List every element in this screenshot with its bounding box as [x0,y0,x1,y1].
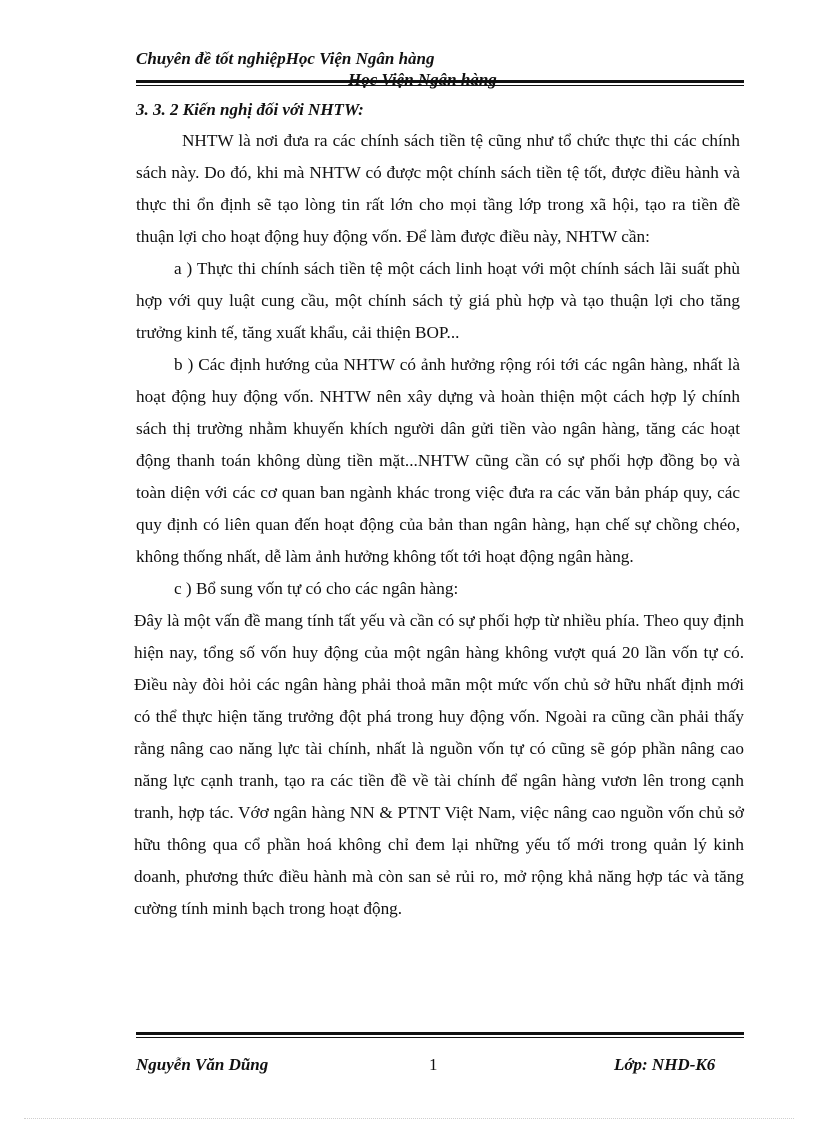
footer-page-number: 1 [429,1055,438,1074]
paragraph-item-b: b ) Các định hướng của NHTW có ảnh hưởng rộng rói tới các ngân hàng, nhất là hoạt động huy động vốn. NHTW nên xây dựng và hoàn thiện một cách hợp lý chính sách thị trường nhằm khuyến khích người dân gửi tiền vào ngân hàng, tăng các hoạt động thanh toán không dùng tiền mặt...NHTW cũng cần có sự phối hợp đồng bọ và toàn diện với các cơ quan ban ngành khác trong việc đưa ra các văn bản pháp quy, các quy định có liên quan đến hoạt động của bản than ngân hàng, hạn chế sự chồng chéo, không thống nhất, dễ làm ảnh hưởng không tốt tới hoạt động ngân hàng. [136,355,740,566]
footer-rule-thick [136,1032,744,1035]
header-rule-thick [136,80,744,83]
page-body [134,95,744,925]
footer-author: Nguyễn Văn Dũng [136,1055,269,1074]
paragraph-item-a: a ) Thực thi chính sách tiền tệ một cách linh hoạt với một chính sách lãi suất phù hợp với quy luật cung cầu, một chính sách tỷ giá phù hợp và tạo thuận lợi cho tăng trưởng kinh tế, tăng xuất khẩu, cải thiện BOP... [136,259,740,342]
paragraph-item-c-body: Đây là một vấn đề mang tính tất yếu và cần có sự phối hợp từ nhiều phía. Theo quy định hiện nay, tổng số vốn huy động của một ngân hàng không vượt quá 20 lần vốn tự có. Điều này đòi hỏi các ngân hàng phải thoả mãn một mức vốn chủ sở hữu nhất định mới có thể thực hiện tăng trưởng đột phá trong huy động vốn. Ngoài ra cũng cần phải thấy rằng nâng cao năng lực tài chính, nhất là nguồn vốn tự có cũng sẽ góp phần nâng cao năng lực cạnh tranh, tạo ra các tiền đề về tài chính để ngân hàng vươn lên trong cạnh tranh, hợp tác. Vớơ ngân hàng NN & PTNT Việt Nam, việc nâng cao nguồn vốn chủ sở hữu thông qua cổ phần hoá không chỉ đem lại những yếu tố mới trong quản lý kinh doanh, phương thức điều hành mà còn san sẻ rủi ro, mở rộng khả năng hợp tác và tăng cường tính minh bạch trong hoạt động. [134,611,744,918]
header-rule-thin [136,85,744,86]
paragraph-item-c-title: c ) Bổ sung vốn tự có cho các ngân hàng: [174,579,459,598]
paragraph-intro: NHTW là nơi đưa ra các chính sách tiền tệ cũng như tổ chức thực thi các chính sách này. Do đó, khi mà NHTW có được một chính sách tiền tệ tốt, được điều hành và thực thi ổn định sẽ tạo lòng tin rất lớn cho mọi tầng lớp trong xã hội, tạo ra tiền đề thuận lợi cho hoạt động huy động vốn. Để làm được điều này, NHTW cần: [136,131,740,246]
page-border [24,1118,794,1119]
footer-rule-thin [136,1037,744,1038]
section-heading: 3. 3. 2 Kiến nghị đối với NHTW: [136,100,364,119]
footer-class-label: Lớp: NHD-K6 [614,1055,716,1074]
header-title: Chuyên đề tốt nghiệpHọc Viện Ngân hàng [136,49,435,68]
